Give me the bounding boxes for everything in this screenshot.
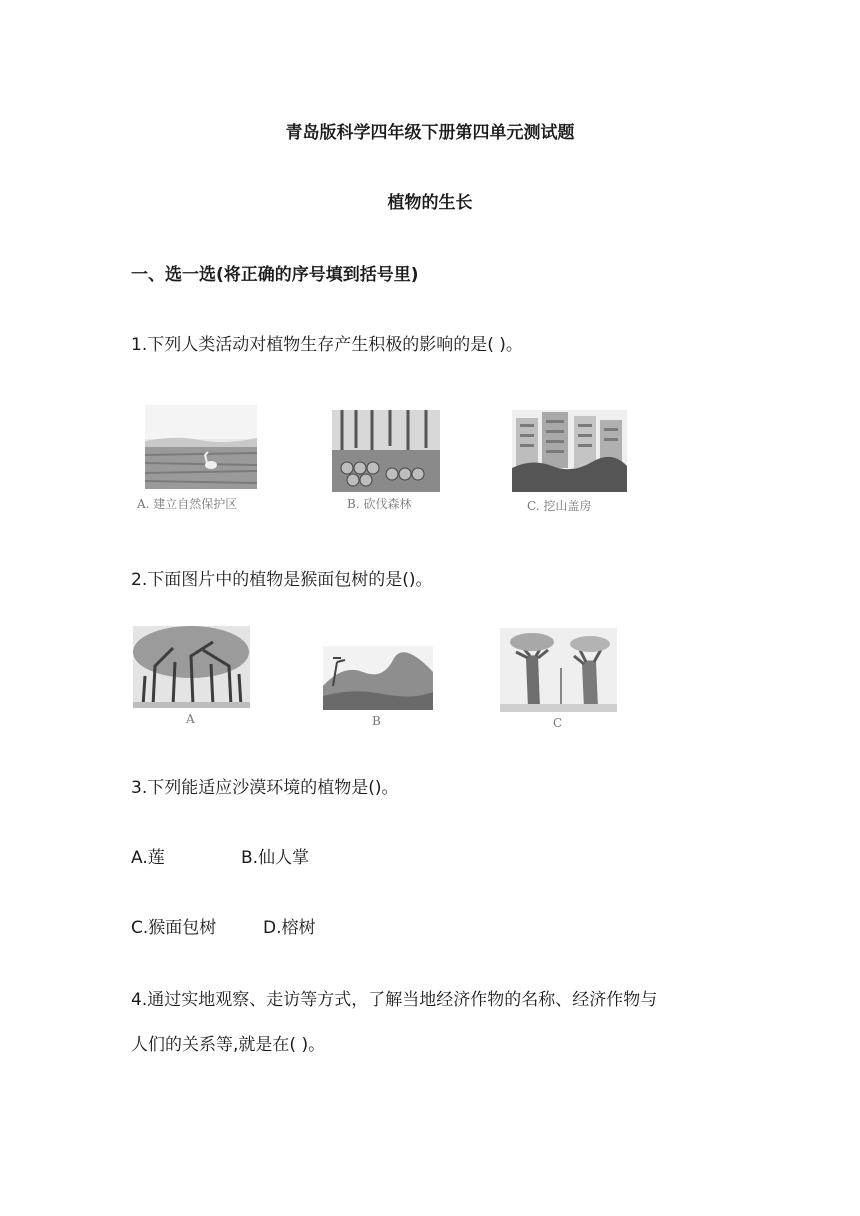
q2-caption-a: A xyxy=(186,712,195,726)
q3-option-b: B.仙人掌 xyxy=(241,848,310,868)
q1-caption-b: B. 砍伐森林 xyxy=(347,497,412,511)
baobab-tree-photo xyxy=(500,628,617,712)
q2-caption-b: B xyxy=(372,714,381,728)
pine-tree-photo xyxy=(323,646,433,710)
question-3-text: 3.下列能适应沙漠环境的植物是()。 xyxy=(131,778,399,798)
deforestation-photo xyxy=(332,410,440,492)
building-photo xyxy=(512,410,627,492)
nature-reserve-photo xyxy=(145,405,257,489)
q1-caption-a: A. 建立自然保护区 xyxy=(137,497,238,511)
q2-caption-c: C xyxy=(553,716,563,730)
q1-caption-c: C. 挖山盖房 xyxy=(527,499,592,513)
question-4-line-2: 人们的关系等,就是在( )。 xyxy=(131,1035,326,1055)
question-1-text: 1.下列人类活动对植物生存产生积极的影响的是( )。 xyxy=(131,335,523,355)
q3-option-c: C.猴面包树 xyxy=(131,918,217,938)
banyan-tree-photo xyxy=(133,626,250,708)
question-4-line-1: 4.通过实地观察、走访等方式，了解当地经济作物的名称、经济作物与 xyxy=(131,990,658,1010)
question-2-text: 2.下面图片中的植物是猴面包树的是()。 xyxy=(131,570,433,590)
document-subtitle: 植物的生长 xyxy=(387,193,473,213)
document-title: 青岛版科学四年级下册第四单元测试题 xyxy=(285,123,575,143)
q3-option-d: D.榕树 xyxy=(263,918,316,938)
section-heading: 一、选一选(将正确的序号填到括号里) xyxy=(131,265,419,285)
q3-option-a: A.莲 xyxy=(131,848,165,868)
